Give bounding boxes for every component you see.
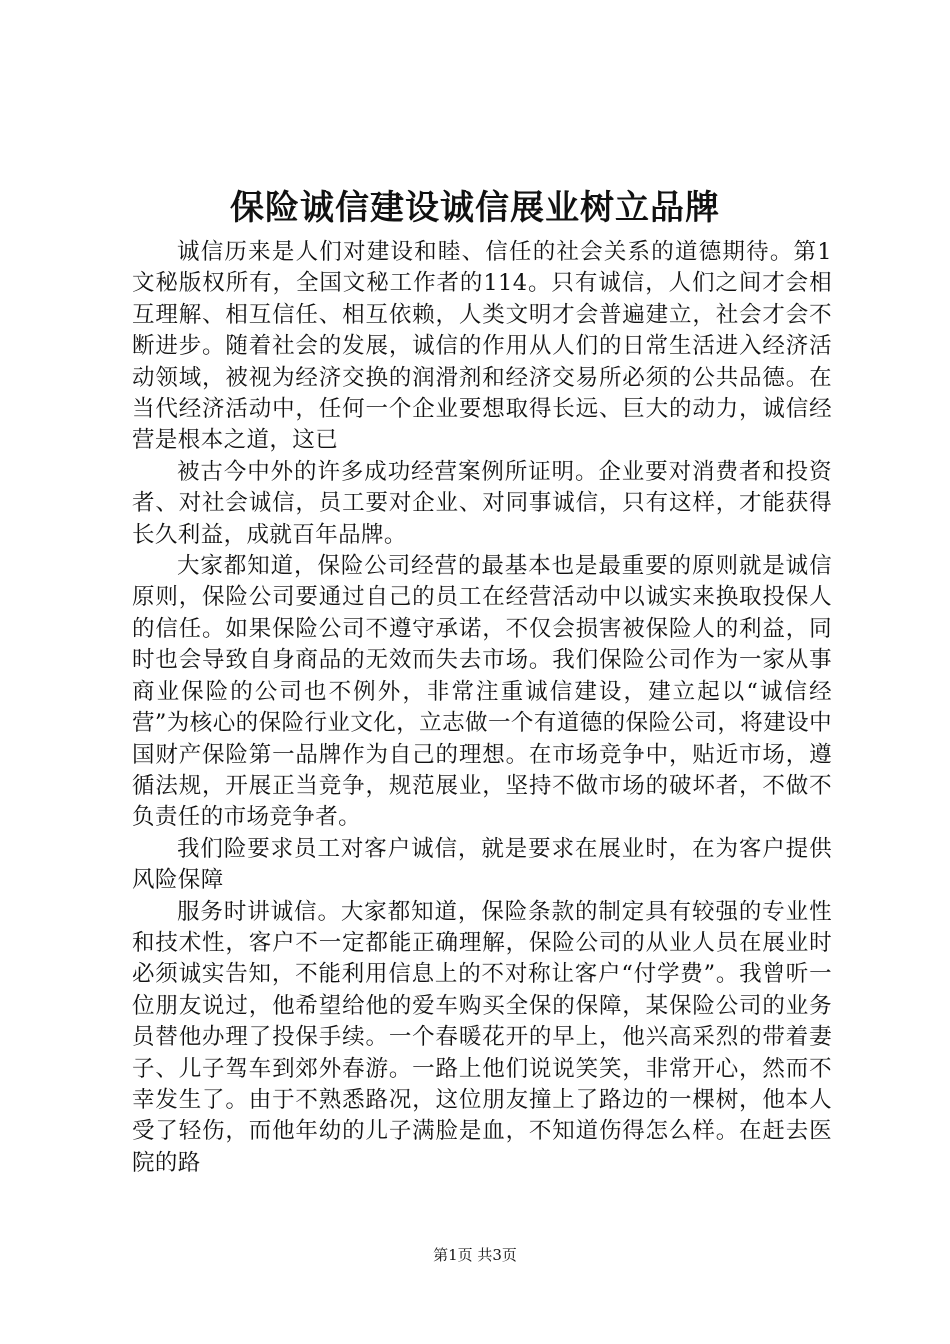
page-number-footer: 第1页 共3页: [433, 1246, 517, 1264]
body-paragraph: 大家都知道，保险公司经营的最基本也是最重要的原则就是诚信原则，保险公司要通过自己的员工在经营活动中以诚实来换取投保人的信任。如果保险公司不遵守承诺，不仅会损害被保险人的利益，同时也会导致自身商品的无效而失去市场。我们保险公司作为一家从事商业保险的公司也不例外，非常注重诚信建设，建立起以“诚信经营”为核心的保险行业文化，立志做一个有道德的保险公司，将建设中国财产保险第一品牌作为自己的理想。在市场竞争中，贴近市场，遵循法规，开展正当竞争，规范展业，坚持不做市场的破坏者，不做不负责任的市场竞争者。: [132, 553, 832, 831]
document-body: [132, 237, 832, 1179]
body-paragraph: 我们险要求员工对客户诚信，就是要求在展业时，在为客户提供风险保障: [132, 835, 832, 894]
document-title: 保险诚信建设诚信展业树立品牌: [230, 188, 720, 228]
body-paragraph: 服务时讲诚信。大家都知道，保险条款的制定具有较强的专业性和技术性，客户不一定都能正确理解，保险公司的从业人员在展业时必须诚实告知，不能利用信息上的不对称让客户“付学费”。我曾听一位朋友说过，他希望给他的爱车购买全保的保障，某保险公司的业务员替他办理了投保手续。一个春暖花开的早上，他兴高采烈的带着妻子、儿子驾车到郊外春游。一路上他们说说笑笑，非常开心，然而不幸发生了。由于不熟悉路况，这位朋友撞上了路边的一棵树，他本人受了轻伤，而他年幼的儿子满脸是血，不知道伤得怎么样。在赶去医院的路: [132, 898, 832, 1176]
body-paragraph: 被古今中外的许多成功经营案例所证明。企业要对消费者和投资者、对社会诚信，员工要对企业、对同事诚信，只有这样，才能获得长久利益，成就百年品牌。: [132, 458, 832, 548]
body-paragraph: 诚信历来是人们对建设和睦、信任的社会关系的道德期待。第1文秘版权所有，全国文秘工作者的114。只有诚信，人们之间才会相互理解、相互信任、相互依赖，人类文明才会普遍建立，社会才会不断进步。随着社会的发展，诚信的作用从人们的日常生活进入经济活动领域，被视为经济交换的润滑剂和经济交易所必须的公共品德。在当代经济活动中，任何一个企业要想取得长远、巨大的动力，诚信经营是根本之道，这已: [132, 239, 832, 454]
